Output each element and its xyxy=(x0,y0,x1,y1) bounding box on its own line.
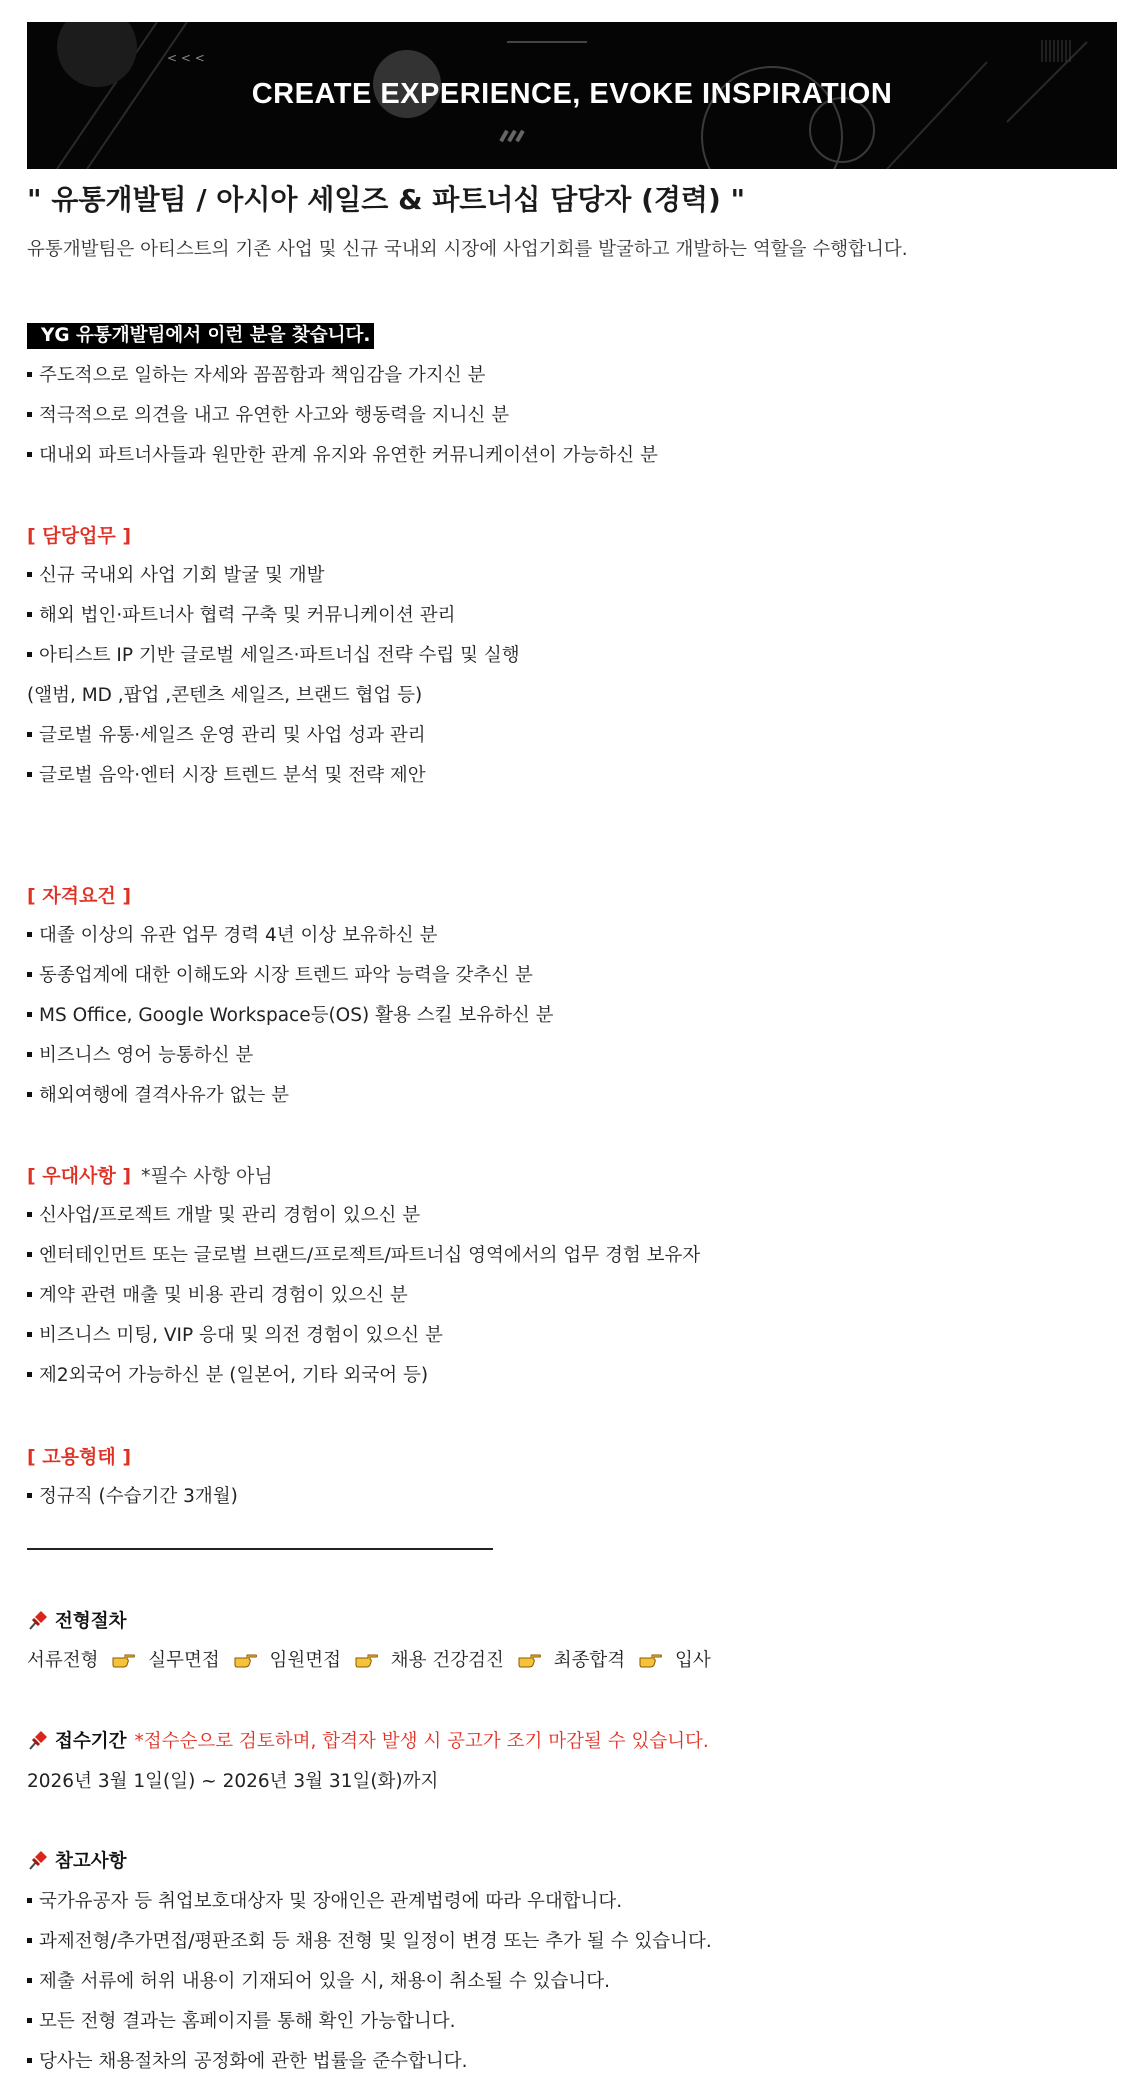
list-item: 대내외 파트너사들과 원만한 관계 유지와 유연한 커뮤니케이션이 가능하신 분 xyxy=(27,442,658,470)
pointing-hand-icon xyxy=(234,1651,258,1669)
list-item: MS Office, Google Workspace등(OS) 활용 스킬 보유하신 분 xyxy=(27,1002,554,1030)
period-note: *접수순으로 검토하며, 합격자 발생 시 공고가 조기 마감될 수 있습니다. xyxy=(134,1731,709,1752)
preferred-heading-label: [ 우대사항 ] xyxy=(27,1165,132,1187)
notes-heading-label: 참고사항 xyxy=(55,1851,127,1872)
employment-heading: [ 고용형태 ] xyxy=(27,1446,132,1468)
preferred-note: *필수 사항 아님 xyxy=(141,1165,273,1187)
list-item: 신규 국내외 사업 기회 발굴 및 개발 xyxy=(27,562,324,590)
pushpin-icon xyxy=(27,1849,49,1871)
process-step: 채용 건강검진 xyxy=(390,1650,504,1671)
duties-heading: [ 담당업무 ] xyxy=(27,525,132,547)
svg-text:< < <: < < < xyxy=(167,51,205,65)
list-item: 과제전형/추가면접/평판조회 등 채용 전형 및 일정이 변경 또는 추가 될 수 있습니다. xyxy=(27,1928,712,1956)
process-step: 임원면접 xyxy=(269,1650,342,1671)
process-steps xyxy=(27,1647,711,1675)
list-item: 당사는 채용절차의 공정화에 관한 법률을 준수합니다. xyxy=(27,2048,467,2076)
list-item: 정규직 (수습기간 3개월) xyxy=(27,1483,238,1511)
period-heading-label: 접수기간 xyxy=(55,1731,127,1752)
process-heading-label: 전형절차 xyxy=(55,1611,127,1632)
qualifications-heading: [ 자격요건 ] xyxy=(27,885,132,907)
process-heading xyxy=(27,1608,126,1636)
pointing-hand-icon xyxy=(355,1651,379,1669)
list-item: 대졸 이상의 유관 업무 경력 4년 이상 보유하신 분 xyxy=(27,922,437,950)
list-item: 국가유공자 등 취업보호대상자 및 장애인은 관계법령에 따라 우대합니다. xyxy=(27,1888,622,1916)
list-item: 비즈니스 영어 능통하신 분 xyxy=(27,1042,253,1070)
pointing-hand-icon xyxy=(639,1651,663,1669)
process-step: 서류전형 xyxy=(27,1650,99,1671)
period-value: 2026년 3월 1일(일) ~ 2026년 3월 31일(화)까지 xyxy=(27,1771,439,1792)
process-step: 입사 xyxy=(674,1650,711,1671)
team-intro: 유통개발팀은 아티스트의 기존 사업 및 신규 국내외 시장에 사업기회를 발굴하고 개발하는 역할을 수행합니다. xyxy=(27,239,908,260)
preferred-heading xyxy=(27,1162,273,1190)
list-item: 주도적으로 일하는 자세와 꼼꼼함과 책임감을 가지신 분 xyxy=(27,362,485,390)
list-item: 적극적으로 의견을 내고 유연한 사고와 행동력을 지니신 분 xyxy=(27,402,509,430)
list-item: 모든 전형 결과는 홈페이지를 통해 확인 가능합니다. xyxy=(27,2008,455,2036)
section-divider xyxy=(27,1548,493,1550)
header-banner xyxy=(27,22,1117,169)
period-heading xyxy=(27,1728,709,1756)
list-item: 신사업/프로젝트 개발 및 관리 경험이 있으신 분 xyxy=(27,1202,420,1230)
list-item: 아티스트 IP 기반 글로벌 세일즈·파트너십 전략 수립 및 실행 xyxy=(27,642,520,670)
list-item: 비즈니스 미팅, VIP 응대 및 의전 경험이 있으신 분 xyxy=(27,1322,443,1350)
list-item: 엔터테인먼트 또는 글로벌 브랜드/프로젝트/파트너십 영역에서의 업무 경험 보유자 xyxy=(27,1242,700,1270)
process-step: 실무면접 xyxy=(148,1650,220,1671)
notes-heading xyxy=(27,1848,126,1876)
list-item: 제2외국어 가능하신 분 (일본어, 기타 외국어 등) xyxy=(27,1362,428,1390)
looking-for-heading: YG 유통개발팀에서 이런 분을 찾습니다. xyxy=(27,323,374,349)
list-item: 해외여행에 결격사유가 없는 분 xyxy=(27,1082,289,1110)
list-item: 계약 관련 매출 및 비용 관리 경험이 있으신 분 xyxy=(27,1282,408,1310)
list-item: 글로벌 유통·세일즈 운영 관리 및 사업 성과 관리 xyxy=(27,722,426,750)
process-step: 최종합격 xyxy=(553,1650,626,1671)
banner-title: CREATE EXPERIENCE, EVOKE INSPIRATION xyxy=(251,78,893,110)
pointing-hand-icon xyxy=(518,1651,542,1669)
list-item: 동종업계에 대한 이해도와 시장 트렌드 파악 능력을 갖추신 분 xyxy=(27,962,533,990)
pointing-hand-icon xyxy=(112,1651,136,1669)
duties-sub-note: (앨범, MD ,팝업 ,콘텐츠 세일즈, 브랜드 협업 등) xyxy=(27,685,423,706)
list-item: 글로벌 음악·엔터 시장 트렌드 분석 및 전략 제안 xyxy=(27,762,426,790)
job-title: " 유통개발팀 / 아시아 세일즈 & 파트너십 담당자 (경력) " xyxy=(27,183,746,216)
pushpin-icon xyxy=(27,1729,49,1751)
pushpin-icon xyxy=(27,1609,49,1631)
list-item: 해외 법인·파트너사 협력 구축 및 커뮤니케이션 관리 xyxy=(27,602,455,630)
list-item: 제출 서류에 허위 내용이 기재되어 있을 시, 채용이 취소될 수 있습니다. xyxy=(27,1968,610,1996)
